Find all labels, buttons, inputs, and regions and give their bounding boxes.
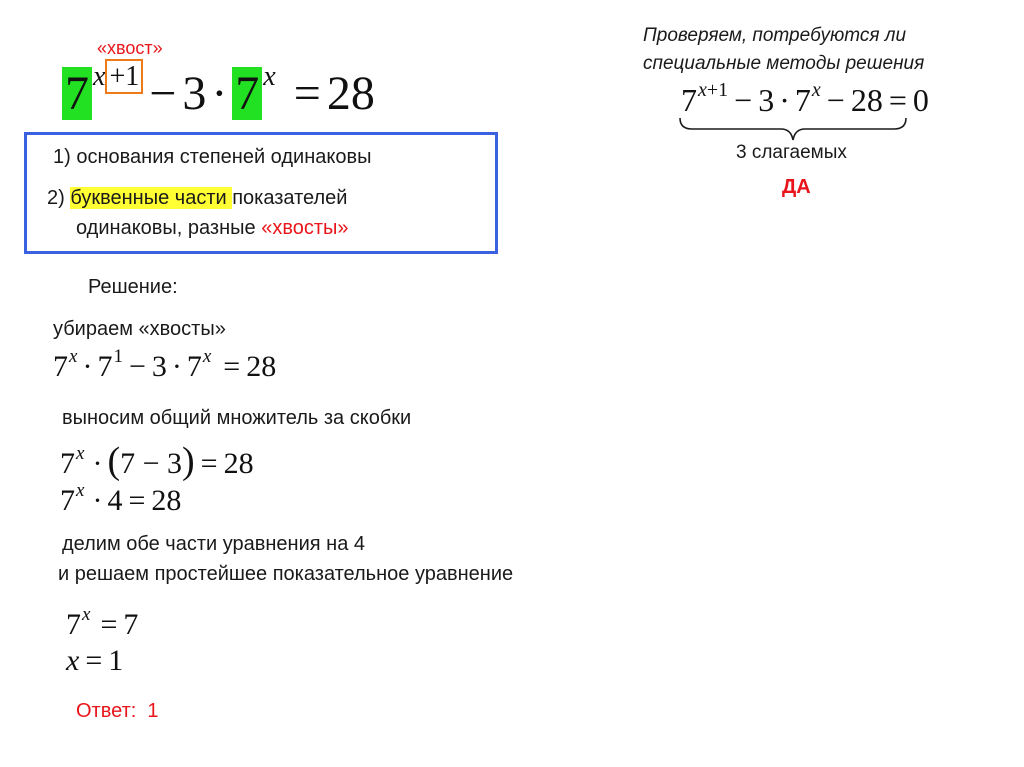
condition-2-tails: «хвосты» xyxy=(261,217,349,239)
main-dot: · xyxy=(211,67,228,120)
check-zero: 0 xyxy=(912,82,929,118)
step-2-label: выносим общий множитель за скобки xyxy=(62,407,412,429)
main-equation xyxy=(62,61,375,120)
main-rhs: 28 xyxy=(326,67,375,120)
check-coef: 3 xyxy=(758,82,775,118)
step-1-equation: $7^x \cdot 7^1 - 3 \cdot 7^x = 28$ xyxy=(53,346,277,383)
condition-2-number: 2) xyxy=(47,187,71,209)
terms-label: 3 слагаемых xyxy=(736,142,847,163)
step-4-line-1: делим обе части уравнения на 4 xyxy=(62,533,366,555)
step-1-label: убираем «хвосты» xyxy=(53,318,226,340)
final-answer xyxy=(76,700,159,723)
condition-2-line-2 xyxy=(76,217,349,240)
step-5-equation: $7^x = 7$ xyxy=(66,604,139,641)
condition-2-line-1 xyxy=(47,187,347,210)
main-equals: = xyxy=(293,67,321,120)
tail-label: «хвост» xyxy=(97,38,163,58)
check-minus-1: − xyxy=(734,82,753,118)
main-minus: − xyxy=(149,67,177,120)
check-const: 28 xyxy=(850,82,883,118)
check-exp-1: x+1 xyxy=(698,79,729,101)
main-exp-tail: +1 xyxy=(105,59,143,94)
solution-heading: Решение: xyxy=(88,276,178,298)
condition-2-line-2-prefix: одинаковы, разные xyxy=(76,217,262,239)
check-title: Проверяем, потребуются ли специальные методы решения xyxy=(643,25,925,74)
check-minus-2: − xyxy=(826,82,845,118)
check-answer: ДА xyxy=(782,176,811,198)
check-dot: · xyxy=(779,82,790,118)
check-base-1: 7 xyxy=(681,82,697,118)
condition-1: 1) основания степеней одинаковы xyxy=(53,146,372,168)
terms-brace xyxy=(678,116,908,142)
final-answer-label: Ответ: xyxy=(76,700,137,722)
check-equals: = xyxy=(888,82,907,118)
main-coef: 3 xyxy=(182,67,207,120)
step-2-equation: $7^x \cdot (7 - 3) = 28$ xyxy=(60,440,254,482)
check-equation xyxy=(681,79,929,118)
step-3-equation: $7^x \cdot 4 = 28$ xyxy=(60,480,182,517)
step-4-line-2: и решаем простейшее показательное уравнение xyxy=(58,563,514,585)
condition-2-highlight: буквенные части xyxy=(70,187,233,209)
main-base-2: 7 xyxy=(232,67,262,120)
check-exp-2: x xyxy=(811,79,821,101)
main-exp-var: x xyxy=(93,61,106,92)
main-exponent-2: x xyxy=(263,61,276,92)
condition-2-rest: показателей xyxy=(232,187,348,209)
final-answer-value: 1 xyxy=(147,700,159,722)
step-6-equation: x = 1 xyxy=(66,644,124,677)
check-base-2: 7 xyxy=(794,82,811,118)
main-base-1: 7 xyxy=(62,67,92,120)
main-exponent-1 xyxy=(93,61,143,92)
